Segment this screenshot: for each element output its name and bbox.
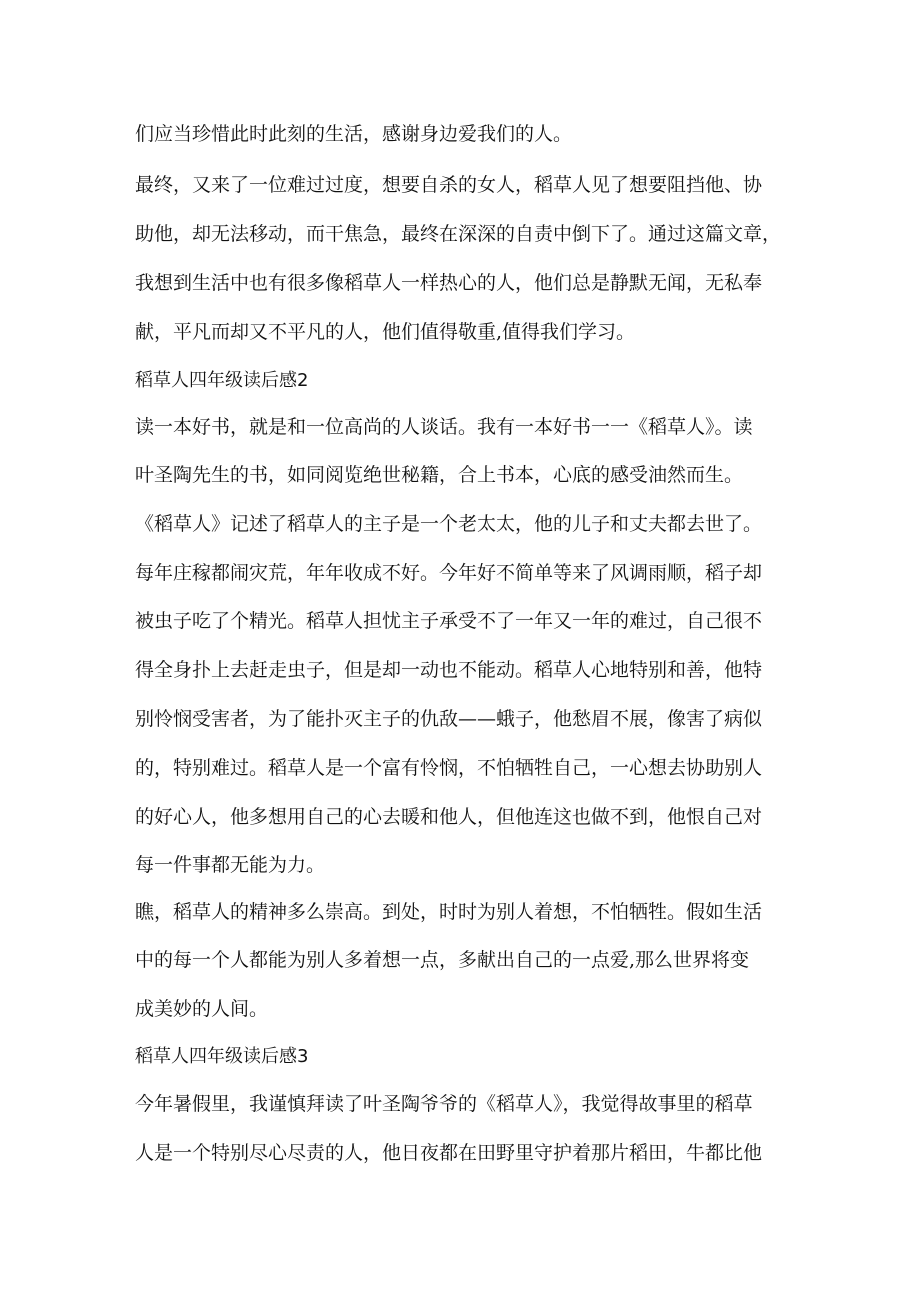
text-line: 每年庄稼都闹灾荒，年年收成不好。今年好不简单等来了风调雨顺，稻子却 bbox=[135, 562, 763, 584]
text-line: 别怜悯受害者，为了能扑灭主子的仇敌——蛾子，他愁眉不展，像害了病似 bbox=[135, 708, 763, 730]
text-line: 每一件事都无能为力。 bbox=[135, 854, 326, 876]
section-heading: 稻草人四年级读后感3 bbox=[135, 1046, 309, 1067]
text-line: 人是一个特别尽心尽责的人，他日夜都在田野里守护着那片稻田，牛都比他 bbox=[135, 1142, 763, 1164]
text-line: 最终，又来了一位难过过度，想要自杀的女人，稻草人见了想要阻挡他、协 bbox=[135, 174, 763, 196]
text-line: 今年暑假里，我谨慎拜读了叶圣陶爷爷的《稻草人》，我觉得故事里的稻草 bbox=[135, 1093, 753, 1115]
text-line: 的好心人，他多想用自己的心去暖和他人，但他连这也做不到，他恨自己对 bbox=[135, 806, 763, 828]
text-line: 读一本好书，就是和一位高尚的人谈话。我有一本好书一一《稻草人》。读 bbox=[135, 416, 753, 438]
section-heading: 稻草人四年级读后感2 bbox=[135, 370, 309, 391]
text-line: 的，特别难过。稻草人是一个富有怜悯，不怕牺牲自己，一心想去协助别人 bbox=[135, 757, 763, 779]
text-line: 《稻草人》记述了稻草人的主子是一个老太太，他的儿子和丈夫都去世了。 bbox=[135, 513, 763, 535]
text-line: 成美妙的人间。 bbox=[135, 998, 269, 1020]
text-line: 被虫子吃了个精光。稻草人担忧主子承受不了一年又一年的难过，自己很不 bbox=[135, 610, 763, 632]
text-line: 献，平凡而却又不平凡的人，他们值得敬重,值得我们学习。 bbox=[135, 321, 636, 343]
text-line: 中的每一个人都能为别人多着想一点，多献出自己的一点爱,那么世界将变 bbox=[135, 949, 750, 971]
text-line: 瞧，稻草人的精神多么崇高。到处，时时为别人着想，不怕牺牲。假如生活 bbox=[135, 901, 763, 923]
text-line: 我想到生活中也有很多像稻草人一样热心的人，他们总是静默无闻，无私奉 bbox=[135, 272, 763, 294]
text-line: 助他，却无法移动，而干焦急，最终在深深的自责中倒下了。通过这篇文章， bbox=[135, 223, 782, 245]
text-line: 得全身扑上去赶走虫子，但是却一动也不能动。稻草人心地特别和善，他特 bbox=[135, 659, 763, 681]
text-line: 叶圣陶先生的书，如同阅览绝世秘籍，合上书本，心底的感受油然而生。 bbox=[135, 464, 744, 486]
text-line: 们应当珍惜此时此刻的生活，感谢身边爱我们的人。 bbox=[135, 123, 573, 145]
